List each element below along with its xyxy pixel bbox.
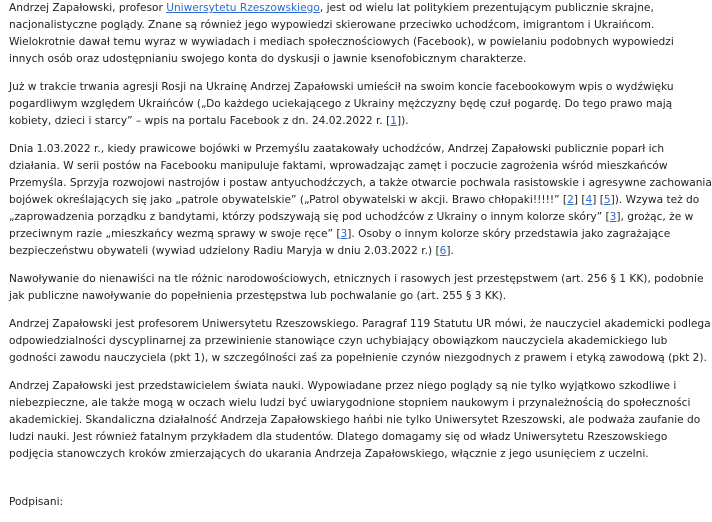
text-line	[9, 316, 711, 333]
citation-link[interactable]: 3	[340, 228, 348, 240]
text-line	[9, 113, 633, 130]
signatories-label: Podpisani:	[9, 496, 64, 508]
text-line	[9, 17, 655, 34]
text-segment: bojówek określających się jako „patrole obywatelskie” („Patrol obywatelski w akcji. Brawo chłopaki!!!!!” [	[9, 194, 568, 206]
body-paragraph	[9, 141, 712, 260]
text-segment: ]). Wzywa też do	[610, 194, 700, 206]
body-paragraph	[9, 378, 701, 463]
text-line	[9, 96, 673, 113]
text-segment: Nawoływanie do nienawiści na tle różnic narodowościowych, etnicznych i rasowych jest przestępstwem (art. 256 § 1 KK), podobnie	[9, 273, 704, 285]
text-segment: ]. Osoby o innym kolorze skóry przedstawia jako zagrażające	[347, 228, 671, 240]
citation-link[interactable]: 5	[603, 194, 611, 206]
university-link[interactable]: Uniwersytetu Rzeszowskiego	[166, 2, 320, 14]
text-line	[9, 51, 633, 68]
text-segment: Andrzej Zapałowski, profesor	[9, 2, 167, 14]
text-segment: bezpieczeństwu obywateli (wywiad udzielony Radiu Maryja w dniu 2.03.2022 r.) [	[9, 245, 440, 257]
text-line	[9, 350, 707, 367]
text-segment: podjęcia stanowczych kroków zmierzających do ukarania Andrzeja Zapałowskiego, włącznie z jego usunięciem z uczelni.	[9, 448, 649, 460]
text-line	[9, 0, 654, 17]
citation-link[interactable]: 1	[390, 115, 397, 127]
text-segment: ]).	[396, 115, 409, 127]
text-segment: ] [	[592, 194, 604, 206]
text-line	[9, 141, 665, 158]
text-segment: ].	[446, 245, 454, 257]
text-segment: innych osób oraz udostępnianiu swojego konta do dyskusji o jawnie ksenofobicznym charakterze.	[9, 53, 527, 65]
citation-link[interactable]: 4	[585, 194, 593, 206]
text-line	[9, 226, 671, 243]
text-line	[9, 175, 712, 192]
petition-body	[9, 0, 712, 463]
text-line	[9, 271, 704, 288]
citation-link[interactable]: 3	[609, 211, 617, 223]
citation-link[interactable]: 2	[567, 194, 574, 206]
text-line	[9, 395, 691, 412]
text-line	[9, 446, 649, 463]
body-paragraph	[9, 316, 711, 367]
petition-document	[9, 0, 712, 522]
text-segment: Dnia 1.03.2022 r., kiedy prawicowe bojówki w Przemyślu zaatakowały uchodźców, Andrzej Zapałowski publicznie poparł ich	[9, 143, 665, 155]
text-line	[9, 378, 677, 395]
text-segment: ludzi nauki. Jest również fatalnym przykładem dla studentów. Dlatego domagamy się od władz Uniwersytetu Rzeszowskiego	[9, 431, 668, 443]
text-line	[9, 34, 674, 51]
text-segment: Andrzej Zapałowski jest przedstawicielem świata nauki. Wypowiadane przez niego poglądy są nie tylko wyjątkowo szkodliwe i	[9, 380, 677, 392]
text-line	[9, 158, 668, 175]
citation-link[interactable]: 6	[439, 245, 447, 257]
text-line	[9, 79, 674, 96]
text-segment: godności zawodu nauczyciela (pkt 1), w szczególności zaś za popełnienie czynów niezgodnych z prawem i etyką zawodową (pkt 2).	[9, 352, 707, 364]
body-paragraph	[9, 271, 704, 305]
text-segment: ], grożąc, że w	[616, 211, 694, 223]
text-segment: „zaprowadzenia porządku z bandytami, którzy podszywają się pod uchodźców z Ukrainy o innym kolorze skóry” [	[9, 211, 610, 223]
text-segment: odpowiedzialności dyscyplinarnej za przewinienie stanowiące czyn uchybiający obowiązkom nauczyciela akademickiego lub	[9, 335, 668, 347]
text-line	[9, 243, 633, 260]
text-line	[9, 209, 694, 226]
text-segment: Wielokrotnie dawał temu wyraz w wywiadach i mediach społecznościowych (Facebook), w powielaniu podobnych wypowiedzi	[9, 36, 674, 48]
text-segment: Andrzej Zapałowski jest profesorem Uniwersytetu Rzeszowskiego. Paragraf 119 Statutu UR mówi, że nauczyciel akademicki podlega	[9, 318, 711, 330]
text-line	[9, 429, 668, 446]
text-segment: nacjonalistyczne poglądy. Znane są również jego wypowiedzi skierowane przeciwko uchodźcom, imigrantom i Ukraińcom.	[9, 19, 655, 31]
text-line	[9, 288, 633, 305]
text-segment: ] [	[573, 194, 586, 206]
text-line	[9, 412, 701, 429]
text-segment: przeciwnym razie „mieszkańcy wezmą sprawy w swoje ręce” [	[9, 228, 341, 240]
text-segment: , jest od wielu lat politykiem prezentującym publicznie skrajne,	[319, 2, 654, 14]
text-line	[9, 333, 668, 350]
text-segment: pogardliwym względem Ukraińców („Do każdego uciekającego z Ukrainy mężczyzny będę czuł pogardę. Do tego prawo mają	[9, 98, 673, 110]
text-segment: niebezpieczne, ale także mogą w oczach wielu ludzi być uwiarygodnione stopniem naukowym i przynależnością do społeczności	[9, 397, 691, 409]
text-segment: Już w trakcie trwania agresji Rosji na Ukrainę Andrzej Zapałowski umieścił na swoim koncie facebookowym wpis o wydźwięku	[9, 81, 674, 93]
text-segment: Przemyśla. Sprzyja rozwojowi nastrojów i postaw antyuchodźczych, a także otwarcie pochwala rasistowskie i agresywne zachowania	[9, 177, 712, 189]
text-segment: kobiety, dzieci i starcy” – wpis na portalu Facebook z dn. 24.02.2022 r. [	[9, 115, 391, 127]
text-segment: działania. W serii postów na Facebooku manipuluje faktami, wprowadzając zamęt i poczucie zagrożenia wśród mieszkańców	[9, 160, 668, 172]
text-segment: akademickiej. Skandaliczna działalność Andrzeja Zapałowskiego hańbi nie tylko Uniwersytet Rzeszowski, ale podważa zaufanie do	[9, 414, 701, 426]
text-line	[9, 192, 700, 209]
body-paragraph	[9, 0, 674, 68]
body-paragraph	[9, 79, 674, 130]
text-segment: jak publiczne nawoływanie do popełnienia przestępstwa lub pochwalanie go (art. 255 § 3 KK).	[9, 290, 507, 302]
